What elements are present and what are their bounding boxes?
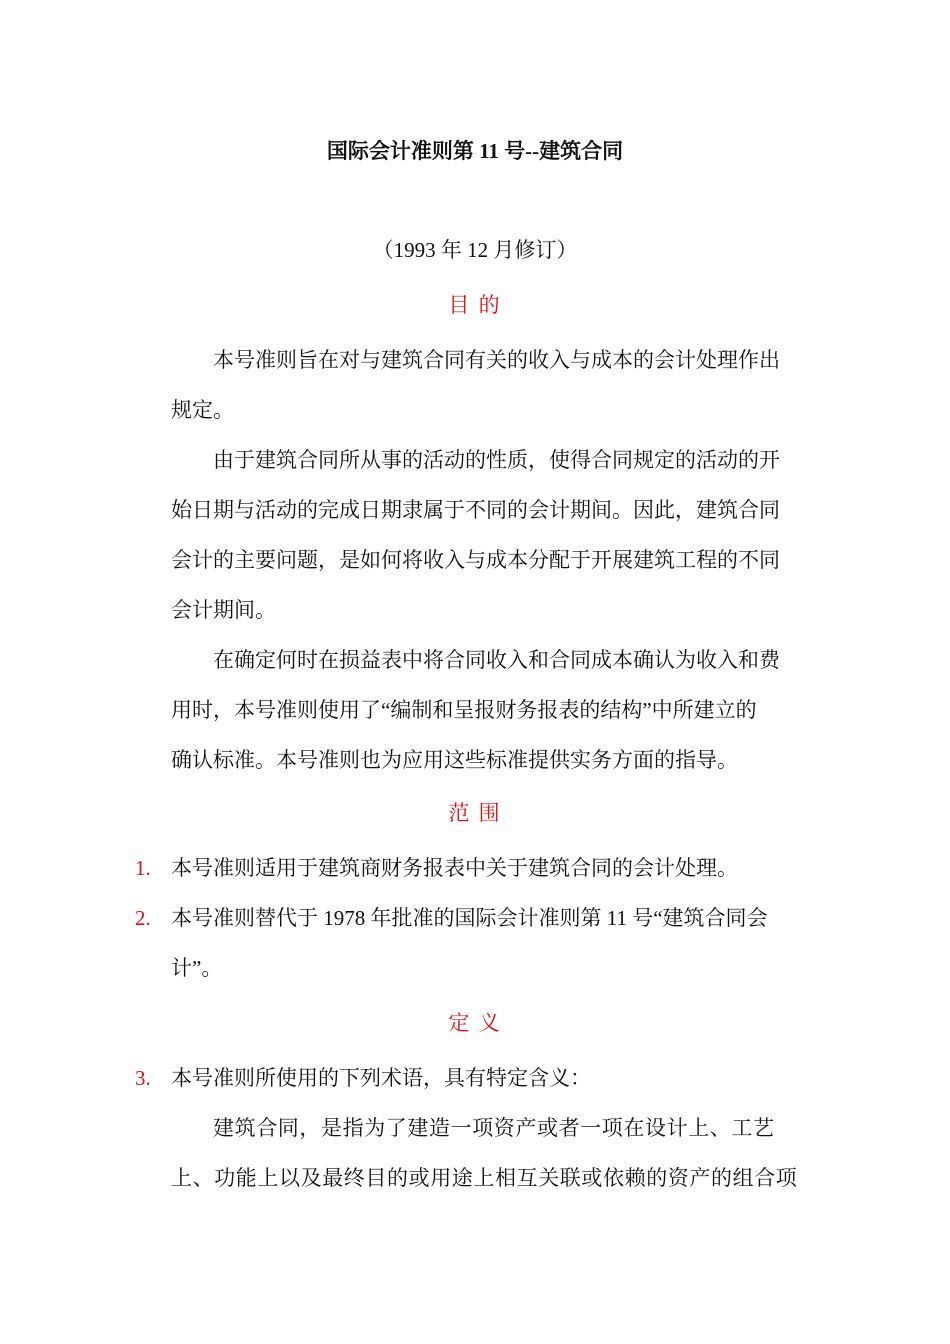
item-line: 本号准则适用于建筑商财务报表中关于建筑合同的会计处理。 xyxy=(171,856,738,880)
item-line: 本号准则替代于 1978 年批准的国际会计准则第 11 号“建筑合同会 xyxy=(171,906,768,930)
paragraph-line: 上、功能上以及最终目的或用途上相互关联或依赖的资产的组合项 xyxy=(171,1166,798,1190)
paragraph-line: 建筑合同，是指为了建造一项资产或者一项在设计上、工艺 xyxy=(213,1116,775,1140)
document-subtitle: （1993 年 12 月修订） xyxy=(372,238,578,262)
purpose-paragraph-2 xyxy=(171,435,835,635)
paragraph-line: 会计的主要问题，是如何将收入与成本分配于开展建筑工程的不同 xyxy=(171,548,780,572)
purpose-paragraph-3 xyxy=(171,635,835,785)
paragraph-line: 规定。 xyxy=(171,398,234,422)
definition-paragraph xyxy=(171,1103,835,1203)
item-number: 2. xyxy=(135,906,151,930)
scope-item-1 xyxy=(135,843,835,893)
paragraph-line: 会计期间。 xyxy=(171,598,276,622)
item-line: 计”。 xyxy=(171,956,223,980)
purpose-heading: 目 的 xyxy=(448,293,502,317)
scope-item-2 xyxy=(135,893,835,993)
scope-heading: 范 围 xyxy=(448,801,502,825)
paragraph-line: 确认标准。本号准则也为应用这些标准提供实务方面的指导。 xyxy=(171,748,738,772)
paragraph-line: 始日期与活动的完成日期隶属于不同的会计期间。因此，建筑合同 xyxy=(171,498,780,522)
item-number: 3. xyxy=(135,1066,151,1090)
paragraph-line: 在确定何时在损益表中将合同收入和合同成本确认为收入和费 xyxy=(213,648,780,672)
document-title: 国际会计准则第 11 号--建筑合同 xyxy=(326,139,624,163)
item-line: 本号准则所使用的下列术语，具有特定含义： xyxy=(171,1066,591,1090)
item-number: 1. xyxy=(135,856,151,880)
definition-heading: 定 义 xyxy=(448,1011,502,1035)
definition-item-3 xyxy=(135,1053,835,1103)
paragraph-line: 用时，本号准则使用了“编制和呈报财务报表的结构”中所建立的 xyxy=(171,698,757,722)
paragraph-line: 本号准则旨在对与建筑合同有关的收入与成本的会计处理作出 xyxy=(213,348,780,372)
paragraph-line: 由于建筑合同所从事的活动的性质，使得合同规定的活动的开 xyxy=(213,448,780,472)
purpose-paragraph-1 xyxy=(171,335,835,435)
